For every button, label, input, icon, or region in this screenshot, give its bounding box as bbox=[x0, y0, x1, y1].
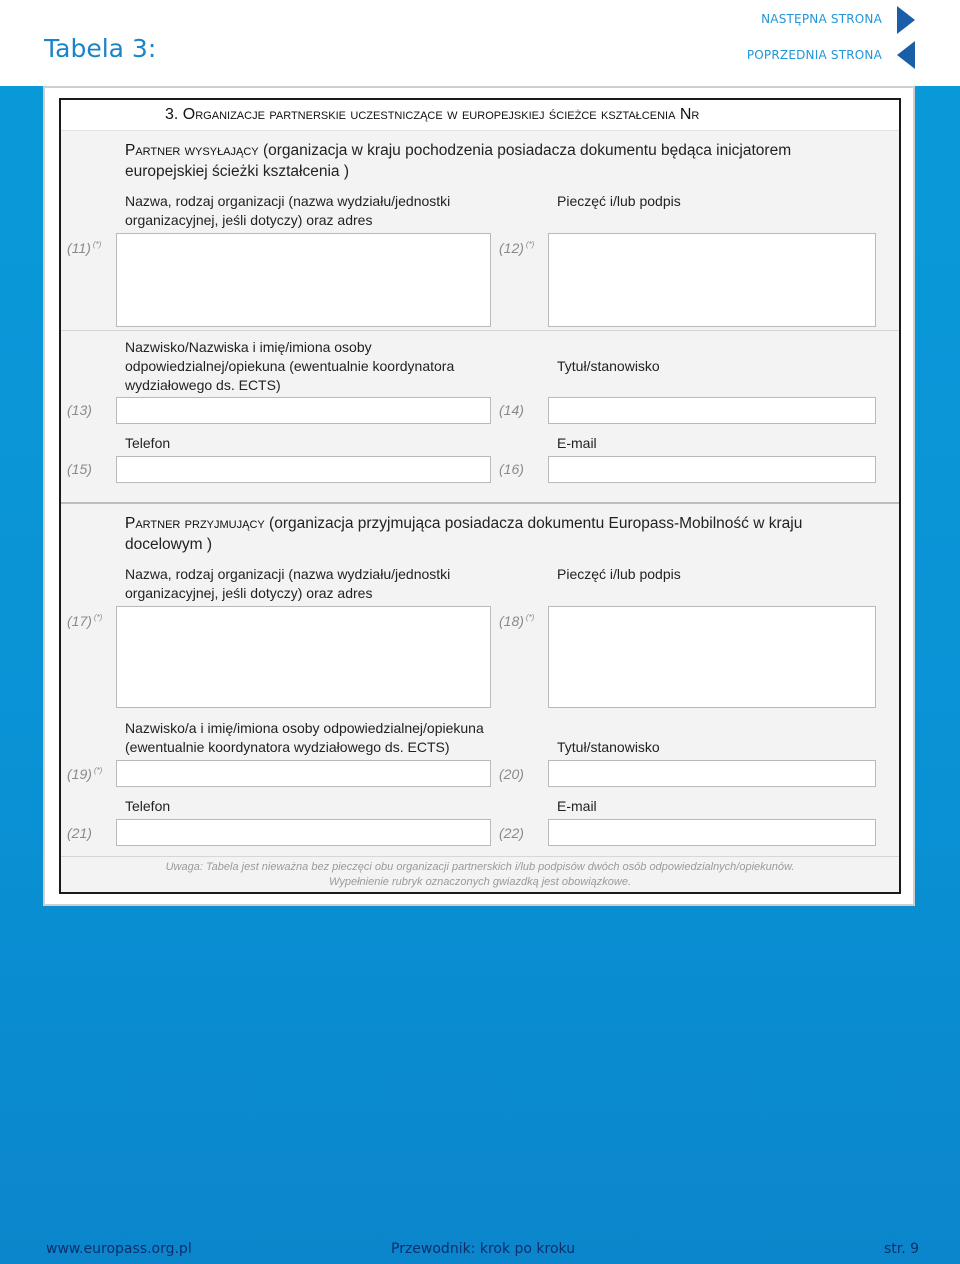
prev-page-link[interactable]: POPRZEDNIA STRONA bbox=[746, 48, 882, 62]
field-number-12: (12) (*) bbox=[499, 240, 535, 256]
receiving-partner-description: (organizacja przyjmująca posiadacza dokumentu Europass-Mobilność w kraju docelowym ) bbox=[125, 515, 803, 553]
receiving-person-label: Nazwisko/a i imię/imiona osoby odpowiedzialnej/opiekuna (ewentualnie koordynatora wydziałowego ds. ECTS) bbox=[125, 720, 484, 755]
receiving-org-field[interactable] bbox=[116, 606, 491, 708]
form-table bbox=[59, 98, 901, 894]
sending-partner-heading bbox=[125, 140, 825, 182]
validity-note: Uwaga: Tabela jest nieważna bez pieczęci obu organizacji partnerskich i/lub podpisów dwóch osób odpowiedzialnych/opiekunów. bbox=[165, 861, 795, 873]
footer-page-number: str. 9 bbox=[884, 1241, 920, 1257]
field-number-11: (11) (*) bbox=[67, 240, 102, 256]
receiving-email-field[interactable] bbox=[548, 819, 876, 846]
required-fields-note: Wypełnienie rubryk oznaczonych gwiazdką jest obowiązkowe. bbox=[328, 876, 632, 888]
footer-guide-title: Przewodnik: krok po kroku bbox=[391, 1241, 576, 1257]
section-title: 3. Organizacje partnerskie uczestniczące w europejskiej ścieżce kształcenia Nr bbox=[165, 106, 700, 123]
sending-email-field[interactable] bbox=[548, 456, 876, 483]
next-arrow-icon[interactable] bbox=[897, 6, 915, 34]
next-page-link[interactable]: NASTĘPNA STRONA bbox=[761, 12, 882, 26]
section-divider bbox=[61, 502, 899, 504]
field-number-19: (19) (*) bbox=[67, 766, 103, 782]
receiving-title-label: Tytuł/stanowisko bbox=[557, 739, 660, 755]
sending-person-label: Nazwisko/Nazwiska i imię/imiona osoby odpowiedzialnej/opiekuna (ewentualnie koordynatora wydziałowego ds. ECTS) bbox=[125, 339, 455, 393]
prev-arrow-icon[interactable] bbox=[897, 41, 915, 69]
field-number-21: (21) bbox=[67, 825, 92, 841]
field-number-15: (15) bbox=[67, 461, 92, 477]
form-card bbox=[43, 86, 915, 906]
field-number-13: (13) bbox=[67, 402, 92, 418]
sending-partner-name: Partner wysyłający bbox=[125, 142, 259, 159]
sending-org-field[interactable] bbox=[116, 233, 491, 327]
receiving-title-field[interactable] bbox=[548, 760, 876, 787]
receiving-phone-field[interactable] bbox=[116, 819, 491, 846]
sending-email-label: E-mail bbox=[557, 435, 597, 451]
field-number-17: (17) (*) bbox=[67, 613, 103, 629]
footer-website[interactable]: www.europass.org.pl bbox=[46, 1241, 192, 1257]
sending-stamp-field[interactable] bbox=[548, 233, 876, 327]
sending-phone-field[interactable] bbox=[116, 456, 491, 483]
divider bbox=[61, 330, 899, 331]
receiving-partner-name: Partner przyjmujący bbox=[125, 515, 265, 532]
sending-partner-description: (organizacja w kraju pochodzenia posiadacza dokumentu będąca inicjatorem europejskiej ścieżki kształcenia ) bbox=[125, 142, 792, 180]
sending-org-label: Nazwa, rodzaj organizacji (nazwa wydziału/jednostki organizacyjnej, jeśli dotyczy) oraz adres bbox=[125, 193, 451, 228]
field-number-16: (16) bbox=[499, 461, 524, 477]
section-title-strip bbox=[61, 100, 899, 131]
divider bbox=[61, 856, 899, 857]
field-number-22: (22) bbox=[499, 825, 524, 841]
sending-person-field[interactable] bbox=[116, 397, 491, 424]
field-number-20: (20) bbox=[499, 766, 524, 782]
receiving-person-field[interactable] bbox=[116, 760, 491, 787]
receiving-stamp-label: Pieczęć i/lub podpis bbox=[557, 566, 681, 582]
receiving-partner-heading bbox=[125, 513, 825, 555]
receiving-org-label: Nazwa, rodzaj organizacji (nazwa wydziału/jednostki organizacyjnej, jeśli dotyczy) oraz adres bbox=[125, 566, 451, 601]
sending-phone-label: Telefon bbox=[125, 435, 171, 451]
page-title: Tabela 3: bbox=[44, 34, 157, 63]
receiving-email-label: E-mail bbox=[557, 798, 597, 814]
field-number-14: (14) bbox=[499, 402, 524, 418]
sending-stamp-label: Pieczęć i/lub podpis bbox=[557, 193, 681, 209]
field-number-18: (18) (*) bbox=[499, 613, 535, 629]
sending-title-field[interactable] bbox=[548, 397, 876, 424]
receiving-phone-label: Telefon bbox=[125, 798, 171, 814]
receiving-stamp-field[interactable] bbox=[548, 606, 876, 708]
sending-title-label: Tytuł/stanowisko bbox=[557, 358, 660, 374]
